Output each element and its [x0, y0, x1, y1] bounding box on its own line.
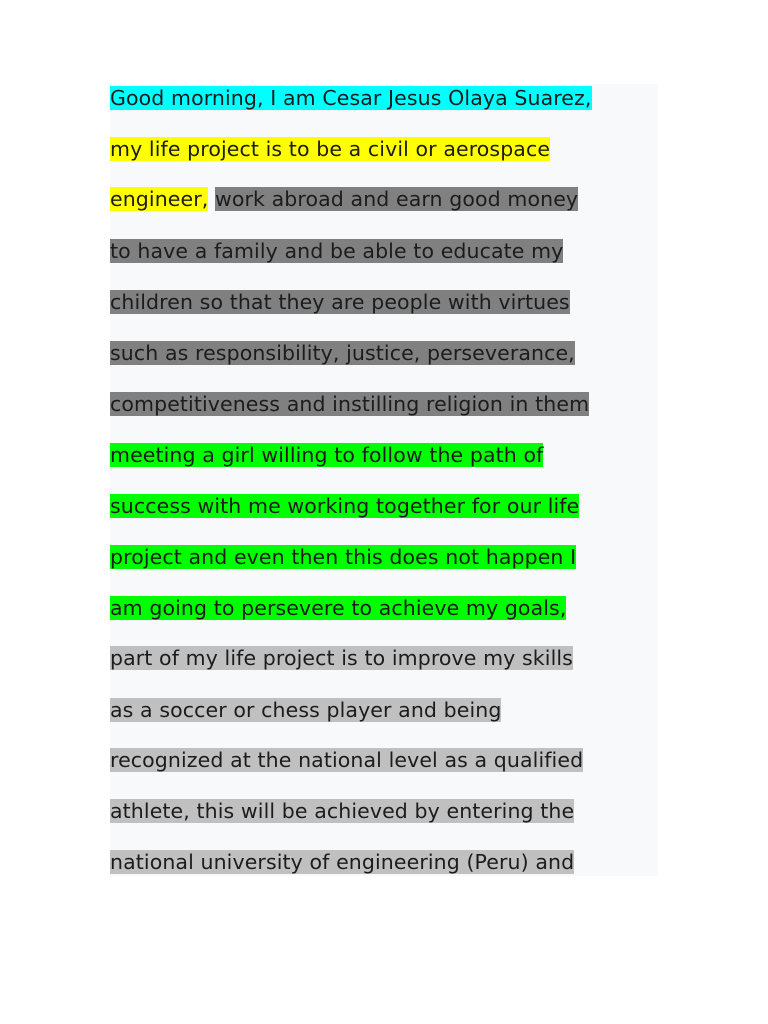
highlighted-text: am going to persevere to achieve my goals, — [110, 596, 567, 620]
text-line — [110, 341, 575, 392]
text-line — [110, 799, 574, 850]
text-line — [110, 698, 501, 749]
text-line — [110, 239, 563, 290]
text-line — [110, 187, 578, 238]
highlighted-text: as a soccer or chess player and being — [110, 698, 502, 722]
highlighted-text: part of my life project is to improve my skills — [110, 646, 573, 670]
text-line — [110, 443, 543, 494]
highlighted-text: recognized at the national level as a qualified — [110, 748, 584, 772]
highlighted-text: to have a family and be able to educate my — [110, 239, 564, 263]
highlighted-text: engineer, — [110, 187, 209, 211]
highlighted-text: athlete, this will be achieved by entering the — [110, 799, 575, 823]
highlighted-text: national university of engineering (Peru) and — [110, 850, 575, 874]
highlighted-text: my life project is to be a civil or aerospace — [110, 137, 551, 161]
highlighted-text: meeting a girl willing to follow the path of — [110, 443, 544, 467]
text-line — [110, 392, 589, 443]
text-line — [110, 494, 579, 545]
text-line — [110, 545, 576, 596]
text-line — [110, 748, 583, 799]
highlighted-text: competitiveness and instilling religion in them — [110, 392, 590, 416]
text-line — [110, 137, 550, 188]
text-line — [110, 596, 566, 647]
highlighted-text: project and even then this does not happen I — [110, 545, 577, 569]
highlighted-text: work abroad and earn good money — [215, 187, 579, 211]
text-line — [110, 850, 574, 901]
highlighted-text: such as responsibility, justice, perseverance, — [110, 341, 575, 365]
text-line — [110, 86, 592, 137]
highlighted-text: success with me working together for our life — [110, 494, 580, 518]
highlighted-text: Good morning, I am Cesar Jesus Olaya Suarez, — [110, 86, 592, 110]
highlighted-text: children so that they are people with virtues — [110, 290, 570, 314]
text-line — [110, 290, 570, 341]
text-line — [110, 646, 573, 697]
document-page — [110, 84, 658, 876]
